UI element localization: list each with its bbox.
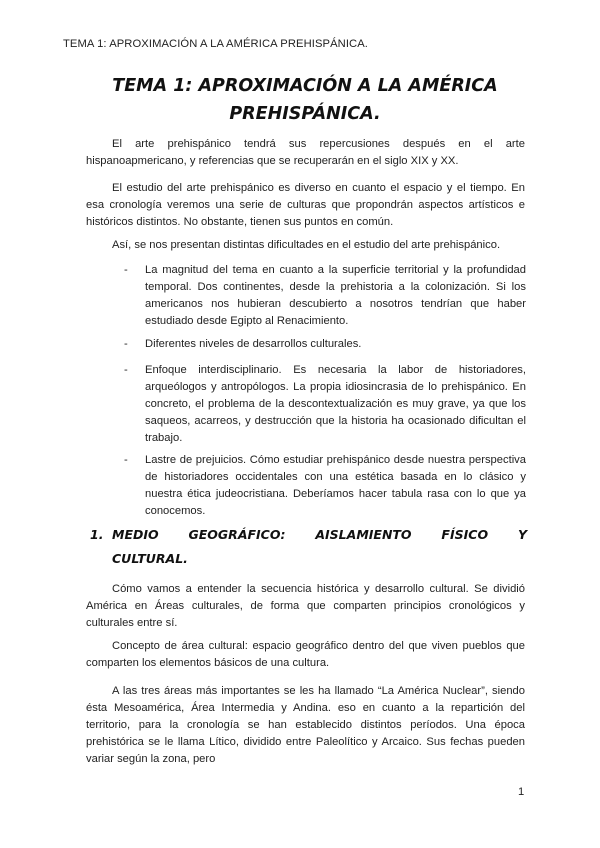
page-number: 1 (518, 786, 525, 798)
paragraph-area-concept: Concepto de área cultural: espacio geográfico dentro del que viven pueblos que comparten los elementos básicos de una cultura. (86, 640, 525, 669)
list-item: Diferentes niveles de desarrollos culturales. (145, 338, 362, 350)
section-title-line-2: CULTURAL. (112, 551, 188, 566)
page-title (70, 72, 540, 128)
title-line-2: PREHISPÁNICA. (229, 104, 381, 124)
bullet-marker: - (124, 364, 128, 376)
paragraph-difficulties: Así, se nos presentan distintas dificultades en el estudio del arte prehispánico. (112, 239, 501, 251)
list-item: Enfoque interdisciplinario. Es necesaria la labor de historiadores, arqueólogos y antropólogos. La propia idiosincrasia de lo prehispánico. En concreto, el problema de la descontextualización es muy grave, ya que los saqueos, acarreos, y destrucción que la historia ha ocasionado dificultan el trabajo. (145, 364, 526, 444)
bullet-marker: - (124, 454, 128, 466)
title-line-1: TEMA 1: APROXIMACIÓN A LA AMÉRICA (112, 76, 498, 96)
paragraph-study: El estudio del arte prehispánico es diverso en cuanto el espacio y el tiempo. En esa cronología veremos una serie de culturas que propondrán aspectos artísticos e históricos distintos. No obstante, tienen sus puntos en común. (86, 182, 525, 228)
running-header: TEMA 1: APROXIMACIÓN A LA AMÉRICA PREHISPÁNICA. (63, 38, 368, 50)
paragraph-cultural-areas: Cómo vamos a entender la secuencia histórica y desarrollo cultural. Se dividió América en Áreas culturales, de forma que comparten principios cronológicos y culturales entre sí. (86, 583, 525, 629)
section-heading (90, 523, 527, 571)
bullet-marker: - (124, 264, 128, 276)
section-title-line-1: MEDIO GEOGRÁFICO: AISLAMIENTO FÍSICO Y (112, 527, 527, 542)
list-item: Lastre de prejuicios. Cómo estudiar prehispánico desde nuestra perspectiva de historiadores occidentales con una estética basada en lo clásico y nuestra ética judeocristiana. Deberíamos hacer tabula rasa con lo que ya conocemos. (145, 454, 526, 517)
bullet-marker: - (124, 338, 128, 350)
paragraph-nuclear-america: A las tres áreas más importantes se les ha llamado “La América Nuclear”, siendo ésta Mesoamérica, Área Intermedia y Andina. eso en cuanto a la repartición del territorio, para la cronología se han establecido distintos períodos. Una época prehistórica se le llama Lítico, dividido entre Paleolítico y Arcaico. Sus fechas pueden variar según la zona, pero (86, 685, 525, 765)
section-number: 1. (90, 527, 104, 542)
paragraph-intro: El arte prehispánico tendrá sus repercusiones después en el arte hispanoapmericano, y referencias que se recuperarán en el siglo XIX y XX. (86, 138, 525, 167)
list-item: La magnitud del tema en cuanto a la superficie territorial y la profundidad temporal. Dos continentes, desde la prehistoria a la colonización. Si los americanos nos hubieran descubierto a nosotros tendrían que haber estudiado desde Egipto al Renacimiento. (145, 264, 526, 327)
